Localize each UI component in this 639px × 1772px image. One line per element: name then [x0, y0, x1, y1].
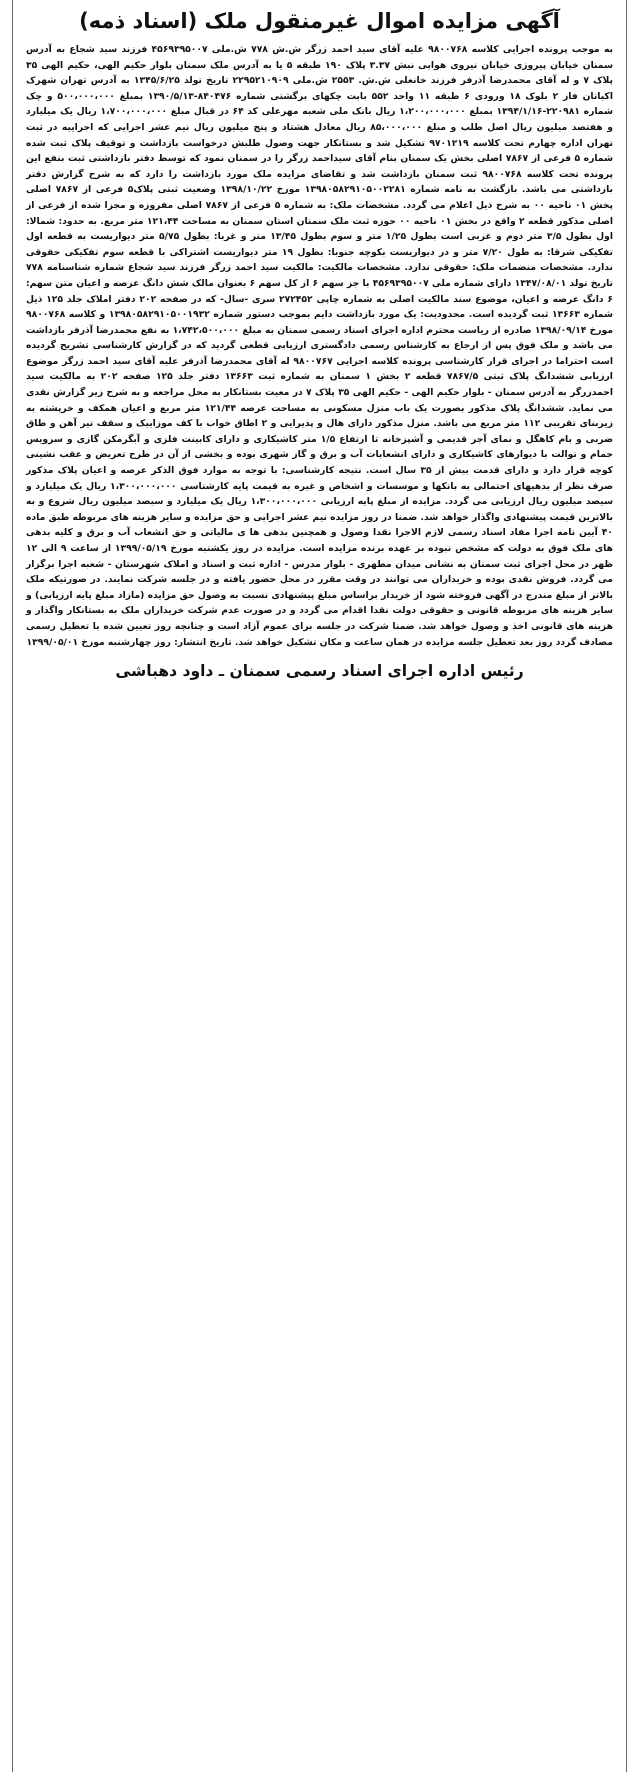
- notice-title: آگهی مزایده اموال غیرمنقول ملک (اسناد ذمه): [79, 9, 560, 33]
- notice-body: [26, 42, 613, 650]
- notice-signature: رئیس اداره اجرای اسناد رسمی سمنان ـ داود دهباشی: [115, 662, 524, 681]
- notice-page: [12, 0, 627, 1772]
- notice-paragraph: به موجب پرونده اجرایی کلاسه ۹۸۰۰۷۶۸ علیه آقای سید احمد زرگر ش.ش ۷۷۸ ش.ملی ۴۵۶۹۳۹۵۰۰۷ فرزند سید شجاع به آدرس سمنان خیابان پیروزی خیابان نیروی هوایی نبش ۳.۳۷ پلاک ۱۹۰ طبقه ۵ یا به آدرس ملک سمنان بلوار حکیم الهی، حکیم الهی ۳۵ پلاک ۷ و له آقای محمدرضا آذرفر فرزند خانعلی ش.ش. ۲۵۵۳ ش.ملی ۲۲۹۵۲۱۰۹۰۹ تاریخ تولد ۱۳۴۵/۶/۲۵ به آدرس تهران شهرک اکباتان فاز ۲ بلوک ۱۸ ورودی ۶ طبقه ۱۱ واحد ۵۵۲ بابت چکهای برگشتی شماره ۸۴۰۴۷۶-۱۳۹۰/۵/۱۳ بمبلغ ۵۰۰،۰۰۰،۰۰۰ و چک شماره ۲۲۰۹۸۱-۱۳۹۴/۱/۱۶ بمبلغ ۱،۲۰۰،۰۰۰،۰۰۰ ریال بانک ملی شعبه مهرعلی کد ۶۴ در قبال مبلغ ۱،۷۰۰،۰۰۰،۰۰۰ ریال یک میلیارد و هفتصد میلیون ریال اصل طلب و مبلغ ۸۵،۰۰۰،۰۰۰ ریال معادل هشتاد و پنج میلیون ریال نیم عشر اجرایی که اجراییه در ثبت تهران اداره چهارم تحت کلاسه ۹۷۰۱۲۱۹ تشکیل شد و بستانکار جهت وصول طلبش درخواست بازداشت و توقیف پلاک ثبت شده شماره ۵ فرعی از ۷۸۶۷ اصلی بخش یک سمنان بنام آقای سیداحمد زرگر را در سمنان نمود که توسط دفتر بازداشتی ثبت بنفع این پرونده تحت کلاسه ۹۸۰۰۷۶۸ ثبت سمنان بازداشت شد و تقاضای مزایده ملک مورد بازداشت را دارد که به شرح گزارش دفتر بازداشتی می باشد. بازگشت به نامه شماره ۱۳۹۸۰۵۸۲۹۱۰۵۰۰۲۲۸۱ مورخ ۱۳۹۸/۱۰/۲۲ وضعیت ثبتی پلاک۵ فرعی از ۷۸۶۷ اصلی پخش ۰۱ ناحیه ۰۰ به شرح ذیل اعلام می گردد. مشخصات ملک: به شماره ۵ فرعی از ۷۸۶۷ اصلی مفروزه و مجزا شده از فرعی از اصلی مذکور قطعه ۲ واقع در بخش ۰۱ ناحیه ۰۰ حوزه ثبت ملک سمنان استان سمنان به مساحت ۱۲۱،۴۴ متر مربع. به حدود: شمالا: اول بطول ۳/۵ متر دوم و غربی است بطول ۱/۲۵ متر و سوم بطول ۱۳/۴۵ متر و غربا: بطول ۵/۷۵ متر دیواریست به قطعه اول تفکیکی شرقا: به طول ۷/۲۰ متر و در دیواریست بکوچه جنوبا: بطول ۱۹ متر دیواریست اشتراکی با قطعه سوم تفکیکی حقوقی ندارد. مشخصات منضمات ملک: حقوقی ندارد. مشخصات مالکیت: مالکیت سید احمد زرگر فرزند سید شجاع شماره شناسنامه ۷۷۸ تاریخ تولد ۱۳۴۷/۰۸/۰۱ دارای شماره ملی ۴۵۶۹۳۹۵۰۰۷ با جز سهم ۶ از کل سهم ۶ بعنوان مالک شش دانگ عرصه و اعیان متن سهم: ۶ دانگ عرصه و اعیان، موضوع سند مالکیت اصلی به شماره چاپی ۲۷۲۴۵۲ سری -سال- که در صفحه ۲۰۲ دفتر املاک جلد ۱۲۵ ذیل شماره ۱۳۶۶۳ ثبت گردیده است. محدودیت: یک مورد بازداشت دایم بموجب دستور شماره ۱۳۹۸۰۵۸۲۹۱۰۵۰۰۱۹۳۲ و کلاسه ۹۸۰۰۷۶۸ مورخ ۱۳۹۸/۰۹/۱۴ صادره از ریاست محترم اداره اجرای اسناد رسمی سمنان به مبلغ ۱،۷۴۲،۵۰۰،۰۰۰ به نفع محمدرضا آذرفر بازداشت می باشد و ملک فوق پس از ارجاع به کارشناس رسمی دادگستری ارزیابی قطعی گردید که در گزارش کارشناسی تشریح گردیده است احتراما در اجرای قرار کارشناسی پرونده کلاسه اجرایی ۹۸۰۰۷۶۷ له آقای محمدرضا آذرفر علیه آقای سید احمد زرگر موضوع ارزیابی ششدانگ پلاک ثبتی ۷۸۶۷/۵ قطعه ۲ بخش ۱ سمنان به شماره ثبت ۱۳۶۶۳ دفتر جلد ۱۲۵ صفحه ۲۰۲ به مالکیت سید احمدزرگر به آدرس سمنان - بلوار حکیم الهی - حکیم الهی ۳۵ پلاک ۷ در معیت بستانکار به محل مراجعه و به شرح زیر گزارش نقدی می نماید. ششدانگ پلاک مذکور بصورت یک باب منزل مسکونی به مساحت عرصه ۱۲۱/۴۴ متر مربع و اعیان همکف و خرپشته به زیربنای تقریبی ۱۱۲ متر مربع می باشد. منزل مذکور دارای هال و پذیرایی و ۲ اطاق خواب با کف موزاییک و سقف تیر آهن و طاق ضربی و بام کاهگل و نمای آجر قدیمی و آشپزخانه تا ارتفاع ۱/۵ متر کاشیکاری و دارای کابینت فلزی و آبگرمکن گازی و سرویس حمام و توالت با دیوارهای کاشیکاری و دارای انشعابات آب و برق و گاز شهری بوده و بخشی از آن در طرح تعریض و عقب نشینی کوچه قرار دارد و دارای قدمت بیش از ۳۵ سال است. نتیجه کارشناسی: با توجه به موارد فوق الذکر عرصه و اعیان پلاک مذکور صرف نظر از بدهیهای احتمالی به بانکها و موسسات و اشخاص و غیره به قیمت پایه کارشناسی ۱،۳۰۰،۰۰۰،۰۰۰ ریال یک میلیارد و سیصد میلیون ریال ارزیابی می گردد. مزایده از مبلغ پایه ارزیابی ۱،۳۰۰،۰۰۰،۰۰۰ ریال یک میلیارد و سیصد میلیون ریال شروع و به بالاترین قیمت پیشنهادی واگذار خواهد شد. ضمنا در روز مزایده نیم عشر اجرایی و حق مزایده و سایر هزینه های مربوطه طبق ماده ۴۰ آیین نامه اجرا مفاد اسناد رسمی لازم الاجرا نقدا وصول و همچنین بدهی ها ی مالیاتی و حق انشعاب آب و برق و کلیه بدهی های ملک فوق به دولت که مشخص نبوده بر عهده برنده مزایده است. مزایده در روز یکشنبه مورخ ۱۳۹۹/۰۵/۱۹ از ساعت ۹ الی ۱۲ ظهر در محل اجرای ثبت سمنان به نشانی میدان مطهری - بلوار مدرس - اداره ثبت و اسناد و املاک شهرستان - شعبه اجرا برگزار می گردد. فروش نقدی بوده و خریداران می توانند در وقت مقرر در محل حضور یافته و در جلسه شرکت نمایند. در صورتیکه ملک بالاتر از مبلغ مندرج در آگهی فروخته شود از خریدار براساس مبلغ پیشنهادی نسبت به وصول حق مزایده (مازاد مبلغ پایه ارزیابی) و سایر هزینه های مربوطه قانونی و حقوقی دولت نقدا اقدام می گردد و در صورت عدم شرکت خریداران ملک به بستانکار واگذار و هزینه های قانونی اخذ و وصول خواهد شد. ضمنا شرکت در جلسه برای عموم آزاد است و چنانچه روز تعیین شده با تعطیل رسمی مصادف گردد روز بعد تعطیل جلسه مزایده در همان ساعت و مکان تشکیل خواهد شد. تاریخ انتشار: روز چهارشنبه مورخ ۱۳۹۹/۰۵/۰۱: [26, 44, 614, 648]
